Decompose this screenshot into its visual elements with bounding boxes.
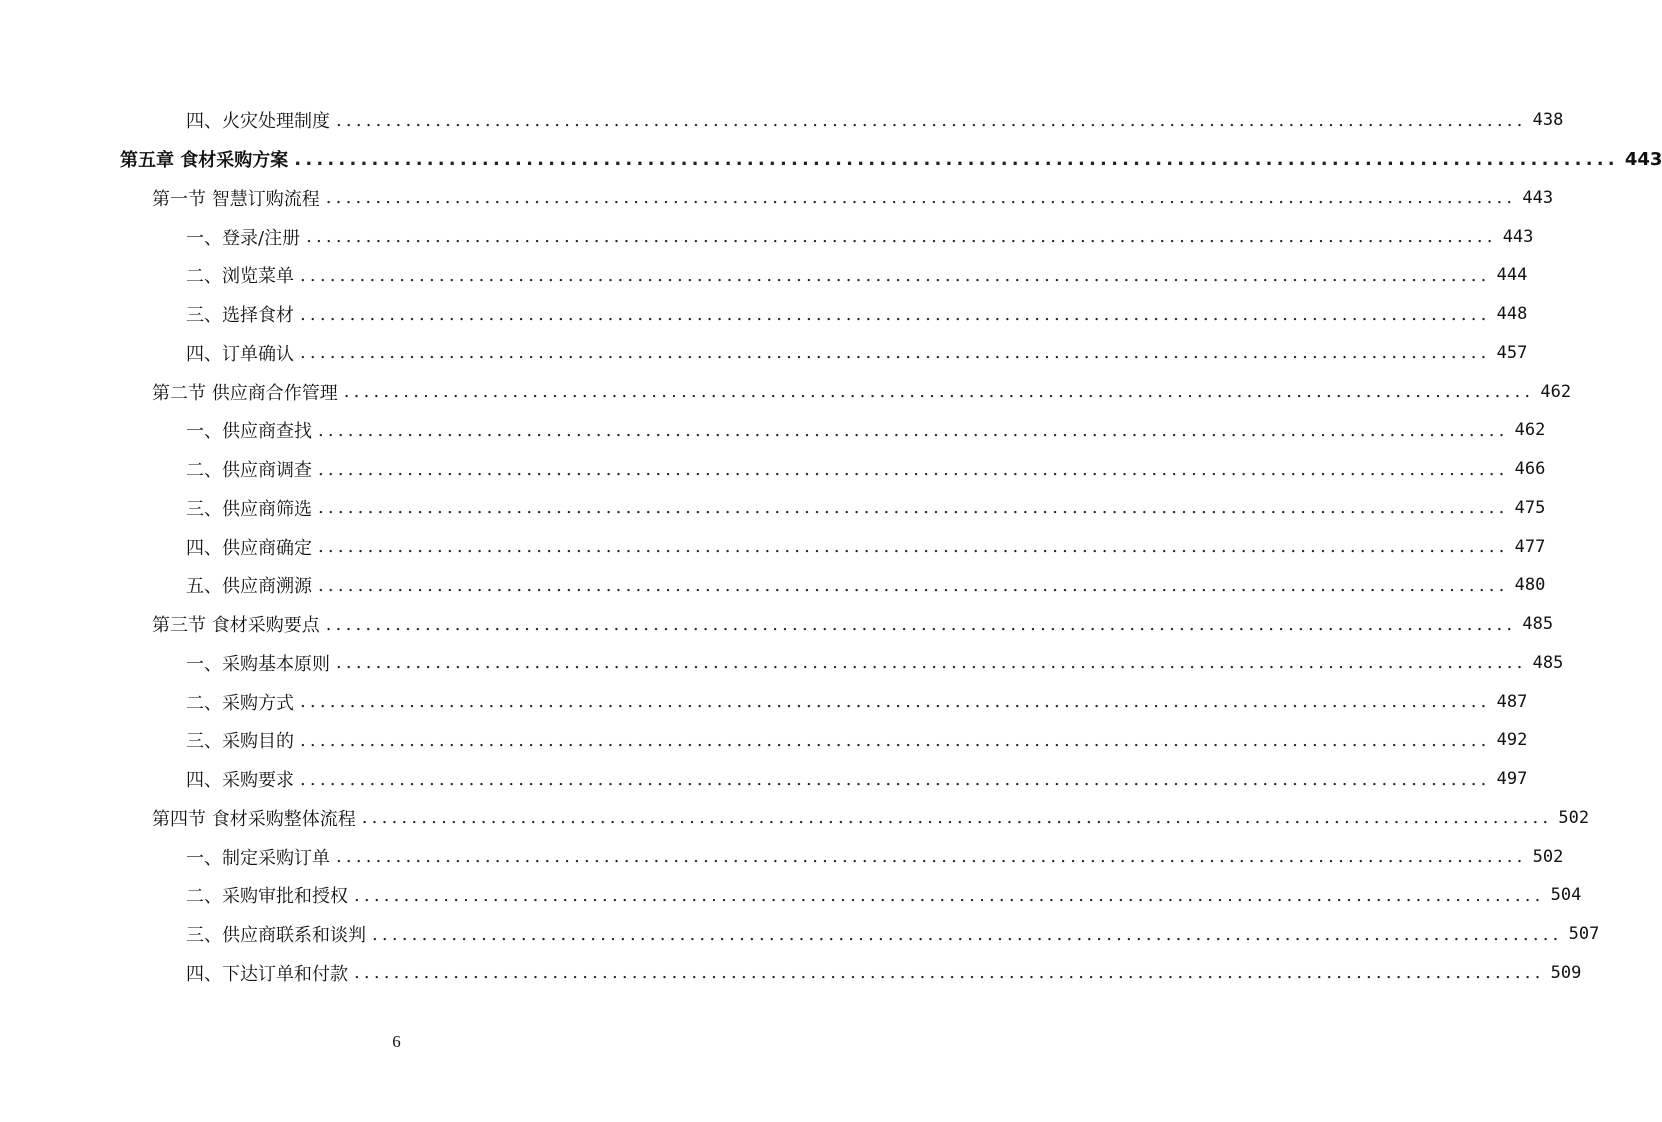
toc-entry-page-number: 448: [1496, 304, 1528, 325]
toc-dot-leader: ........................................................................................................................: [361, 807, 1553, 829]
toc-entry-page-number: 480: [1514, 575, 1546, 596]
toc-dot-leader: ........................................................................................................................: [300, 691, 1491, 713]
toc-entry-page-number: 457: [1496, 342, 1528, 363]
toc-dot-leader: ........................................................................................................................: [336, 846, 1527, 868]
toc-entry-title: 五、供应商溯源: [186, 576, 312, 598]
toc-entry-item[interactable]: [0, 760, 1528, 799]
toc-entry-title: 第五章 食材采购方案: [120, 150, 289, 172]
toc-entry-title: 第四节 食材采购整体流程: [152, 808, 356, 830]
toc-entry-page-number: 487: [1496, 691, 1528, 712]
toc-entry-title: 一、采购基本原则: [186, 653, 330, 675]
toc-entry-item[interactable]: [0, 295, 1528, 334]
toc-dot-leader: ........................................................................................................................: [300, 264, 1491, 286]
toc-entry-title: 四、订单确认: [186, 343, 294, 365]
toc-entry-item[interactable]: [0, 837, 1564, 876]
toc-entry-item[interactable]: [0, 566, 1546, 605]
toc-entry-item[interactable]: [0, 527, 1546, 566]
toc-entry-page-number: 475: [1514, 497, 1546, 518]
toc-entry-section[interactable]: [0, 179, 1554, 218]
toc-dot-leader: ........................................................................................................................: [300, 768, 1491, 790]
toc-entry-page-number: 504: [1550, 885, 1582, 906]
toc-entry-page-number: 502: [1532, 846, 1564, 867]
toc-dot-leader: ........................................................................................................................: [336, 652, 1527, 674]
toc-entry-page-number: 509: [1550, 962, 1582, 983]
toc-dot-leader: ........................................................................................................................: [300, 303, 1491, 325]
toc-dot-leader: ........................................................................................................................: [318, 574, 1509, 596]
toc-entry-title: 三、采购目的: [186, 731, 294, 753]
toc-dot-leader: ........................................................................................................................: [354, 962, 1545, 984]
table-of-contents: [0, 101, 1662, 992]
toc-dot-leader: ........................................................................................................................: [325, 187, 1517, 209]
toc-entry-page-number: 438: [1532, 110, 1564, 131]
toc-entry-title: 二、采购审批和授权: [186, 886, 348, 908]
toc-entry-chapter[interactable]: [0, 140, 1662, 179]
toc-dot-leader: ........................................................................................................................: [318, 419, 1509, 441]
toc-entry-page-number: 477: [1514, 536, 1546, 557]
toc-entry-title: 一、供应商查找: [186, 421, 312, 443]
toc-entry-section[interactable]: [0, 605, 1554, 644]
toc-entry-item[interactable]: [0, 954, 1582, 993]
toc-entry-page-number: 497: [1496, 769, 1528, 790]
toc-entry-page-number: 462: [1514, 420, 1546, 441]
toc-entry-title: 三、选择食材: [186, 305, 294, 327]
toc-entry-title: 三、供应商联系和谈判: [186, 925, 366, 947]
toc-entry-section[interactable]: [0, 799, 1590, 838]
toc-entry-title: 一、制定采购订单: [186, 847, 330, 869]
toc-entry-title: 第二节 供应商合作管理: [152, 382, 338, 404]
toc-entry-page-number: 485: [1532, 652, 1564, 673]
toc-entry-title: 一、登录/注册: [186, 227, 301, 249]
toc-entry-page-number: 444: [1496, 265, 1528, 286]
toc-entry-page-number: 466: [1514, 459, 1546, 480]
toc-dot-leader: ........................................................................................................................: [306, 226, 1497, 248]
toc-entry-page-number: 485: [1522, 614, 1554, 635]
toc-entry-item[interactable]: [0, 334, 1528, 373]
toc-entry-title: 三、供应商筛选: [186, 498, 312, 520]
toc-entry-item[interactable]: [0, 682, 1528, 721]
toc-entry-title: 四、火灾处理制度: [186, 111, 330, 133]
toc-entry-page-number: 443: [1624, 148, 1662, 170]
toc-entry-item[interactable]: [0, 644, 1564, 683]
page-number: 6: [392, 1032, 401, 1051]
toc-entry-item[interactable]: [0, 256, 1528, 295]
toc-entry-item[interactable]: [0, 489, 1546, 528]
toc-dot-leader: ........................................................................................................................: [300, 729, 1491, 751]
toc-entry-page-number: 462: [1540, 381, 1572, 402]
toc-entry-title: 四、采购要求: [186, 770, 294, 792]
toc-entry-item[interactable]: [0, 411, 1546, 450]
toc-dot-leader: ........................................................................................................................: [318, 458, 1509, 480]
toc-entry-title: 第一节 智慧订购流程: [152, 188, 320, 210]
toc-entry-item[interactable]: [0, 721, 1528, 760]
toc-entry-page-number: 502: [1558, 807, 1590, 828]
toc-entry-page-number: 492: [1496, 730, 1528, 751]
toc-entry-section[interactable]: [0, 372, 1572, 411]
toc-dot-leader: ........................................................................................................................: [343, 381, 1535, 403]
toc-entry-page-number: 443: [1502, 226, 1534, 247]
toc-entry-title: 四、下达订单和付款: [186, 963, 348, 985]
toc-dot-leader: ........................................................................................................................: [318, 497, 1509, 519]
toc-dot-leader: ........................................................................................................................: [300, 342, 1491, 364]
toc-entry-title: 四、供应商确定: [186, 537, 312, 559]
toc-dot-leader: ........................................................................................................................: [354, 884, 1545, 906]
toc-entry-item[interactable]: [0, 915, 1600, 954]
toc-entry-page-number: 507: [1568, 924, 1600, 945]
toc-dot-leader: ........................................................................................................................: [336, 109, 1527, 131]
toc-entry-title: 第三节 食材采购要点: [152, 615, 320, 637]
toc-dot-leader: ........................................................................................................................: [325, 613, 1517, 635]
toc-dot-leader: ........................................................................................................................: [318, 536, 1509, 558]
toc-entry-title: 二、浏览菜单: [186, 266, 294, 288]
toc-entry-item[interactable]: [0, 101, 1564, 140]
toc-entry-page-number: 443: [1522, 187, 1554, 208]
toc-entry-item[interactable]: [0, 217, 1534, 256]
toc-dot-leader: ........................................................................................................................: [372, 923, 1563, 945]
toc-entry-item[interactable]: [0, 450, 1546, 489]
toc-dot-leader: ........................................................................................................................: [294, 148, 1619, 170]
toc-entry-item[interactable]: [0, 876, 1582, 915]
toc-entry-title: 二、供应商调查: [186, 460, 312, 482]
toc-entry-title: 二、采购方式: [186, 692, 294, 714]
